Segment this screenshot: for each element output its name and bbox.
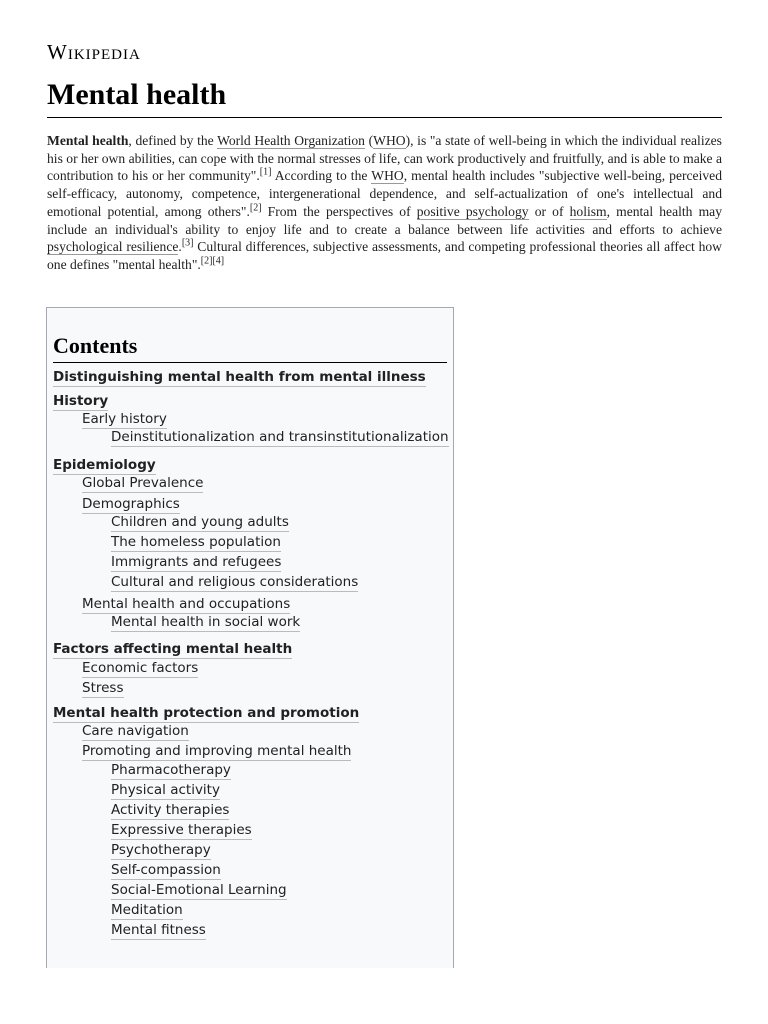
ref-1[interactable]: [1] [259, 166, 272, 178]
toc-item[interactable]: Physical activity [111, 782, 220, 798]
toc-item[interactable]: Stress [82, 680, 124, 696]
toc-title: Contents [53, 332, 447, 363]
link-who[interactable]: WHO [373, 133, 406, 148]
intro-text: From the perspectives of [261, 203, 417, 219]
toc-item[interactable]: Mental health protection and promotion [53, 705, 360, 721]
toc-item[interactable]: Demographics [82, 496, 180, 512]
toc-item[interactable]: Global Prevalence [82, 475, 204, 491]
toc-item[interactable]: Expressive therapies [111, 822, 252, 838]
toc-item[interactable]: Pharmacotherapy [111, 762, 231, 778]
wikipedia-logo[interactable]: Wikipedia [47, 40, 141, 64]
toc-item[interactable]: History [53, 393, 109, 409]
intro-text: . [178, 239, 182, 255]
toc-item[interactable]: Self-compassion [111, 862, 221, 878]
toc-item[interactable]: Distinguishing mental health from mental illness [53, 369, 426, 385]
toc-item[interactable]: Social-Emotional Learning [111, 882, 287, 898]
link-world-health-organization[interactable]: World Health Organization [217, 133, 365, 148]
toc-item[interactable]: Mental health and occupations [82, 596, 291, 612]
toc-item[interactable]: The homeless population [111, 534, 281, 550]
link-who-2[interactable]: WHO [371, 168, 404, 184]
toc-item[interactable]: Care navigation [82, 723, 189, 739]
intro-text: According to the [271, 168, 372, 184]
toc-item[interactable]: Mental fitness [111, 922, 206, 938]
toc-item[interactable]: Cultural and religious considerations [111, 574, 359, 590]
intro-text: , defined by the [128, 133, 218, 148]
link-psychological-resilience[interactable]: psychological resilience [47, 239, 179, 255]
link-holism[interactable]: holism [569, 203, 607, 219]
intro-text: or of [528, 203, 570, 219]
toc-item[interactable]: Mental health in social work [111, 614, 301, 630]
intro-paragraph [47, 132, 722, 274]
ref-3[interactable]: [3] [181, 237, 194, 249]
toc-item[interactable]: Activity therapies [111, 802, 230, 818]
ref-2[interactable]: [2] [249, 202, 262, 214]
toc-item[interactable]: Epidemiology [53, 457, 156, 473]
page-title: Mental health [47, 76, 722, 118]
intro-text: Cultural differences, subjective assessments, and competing professional theories all affect how one defines "mental health". [47, 239, 722, 272]
ref-2-4[interactable]: [2][4] [200, 255, 225, 267]
toc-item[interactable]: Children and young adults [111, 514, 289, 530]
table-of-contents [46, 307, 454, 968]
toc-item[interactable]: Deinstitutionalization and transinstitutionalization [111, 429, 449, 445]
toc-item[interactable]: Promoting and improving mental health [82, 743, 352, 759]
toc-item[interactable]: Economic factors [82, 660, 199, 676]
toc-item[interactable]: Factors affecting mental health [53, 641, 293, 657]
link-positive-psychology[interactable]: positive psychology [416, 203, 529, 219]
toc-item[interactable]: Early history [82, 411, 167, 427]
intro-text: ), is "a state of well-being in which the individual realizes his or her own abilities, can cope with the normal stresses of life, can work productively and fruitfully, and is able to make a contribution to his or her community". [47, 133, 722, 184]
intro-text: , mental health includes "subjective well-being, perceived self-efficacy, autonomy, competence, intergenerational dependence, and self-actualization of one's intellectual and emotional potential, among others". [47, 168, 722, 219]
toc-item[interactable]: Psychotherapy [111, 842, 211, 858]
toc-item[interactable]: Immigrants and refugees [111, 554, 282, 570]
lead-term: Mental health [47, 133, 129, 148]
intro-text: , mental health may include an individual's ability to enjoy life and to create a balance between life activities and efforts to achieve [47, 203, 722, 237]
intro-text: ( [364, 133, 374, 148]
toc-item[interactable]: Meditation [111, 902, 183, 918]
